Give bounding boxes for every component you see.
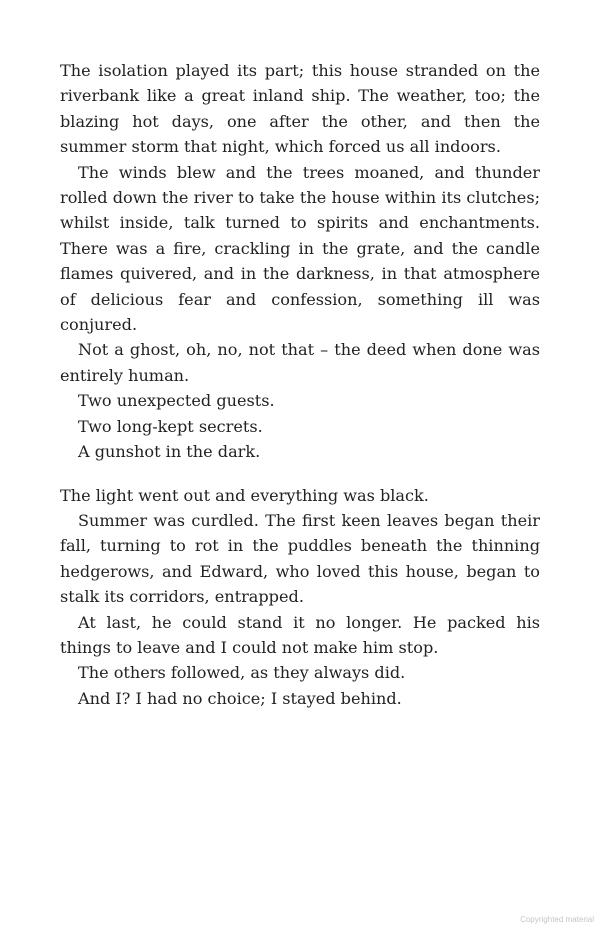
paragraph: The light went out and everything was black. — [60, 485, 429, 505]
paragraph: And I? I had no choice; I stayed behind. — [78, 688, 402, 708]
paragraph: The isolation played its part; this house stranded on the riverbank like a great inland ship. The weather, too; the blazing hot days, one after the other, and then the summer storm that night, which forced us all indoors. — [60, 61, 540, 157]
paragraph: Summer was curdled. The first keen leaves began their fall, turning to rot in the puddles beneath the thinning hedgerows, and Edward, who loved this house, began to stalk its corridors, entrapped. — [60, 510, 540, 607]
paragraph: At last, he could stand it no longer. He packed his things to leave and I could not make him stop. — [60, 612, 540, 657]
section-break — [60, 465, 540, 483]
paragraph: A gunshot in the dark. — [78, 442, 261, 462]
paragraph: Two unexpected guests. — [78, 391, 275, 411]
paragraph: The others followed, as they always did. — [78, 663, 406, 683]
paragraph: Two long-kept secrets. — [78, 416, 263, 436]
copyright-watermark: Copyrighted material — [520, 915, 594, 924]
paragraph: Not a ghost, oh, no, not that – the deed when done was entirely human. — [60, 340, 540, 385]
page-body — [60, 58, 540, 711]
paragraph: The winds blew and the trees moaned, and thunder rolled down the river to take the house within its clutches; whilst inside, talk turned to spirits and enchantments. There was a fire, crackling in the grate, and the candle flames quivered, and in the darkness, in that atmosphere of delicious fear and confession, something ill was conjured. — [60, 162, 540, 335]
